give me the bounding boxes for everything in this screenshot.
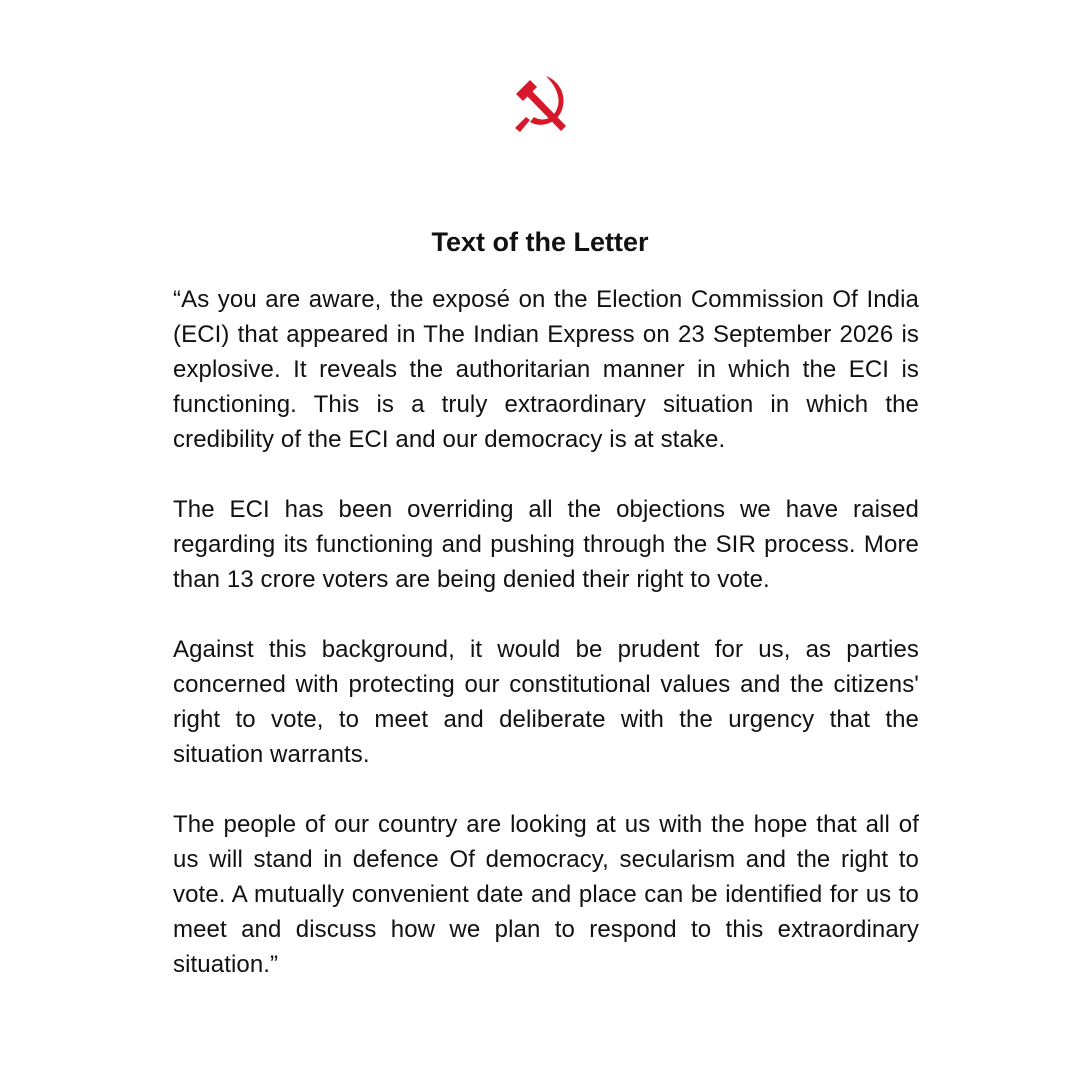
letter-body xyxy=(173,282,919,982)
hammer-and-sickle-icon xyxy=(510,74,572,136)
letter-paragraph: Against this background, it would be prudent for us, as parties concerned with protecting our constitutional values and the citizens' right to vote, to meet and deliberate with the urgency that the situation warrants. xyxy=(173,636,919,768)
letter-title: Text of the Letter xyxy=(431,227,649,257)
letter-paragraph: The people of our country are looking at us with the hope that all of us will stand in defence Of democracy, secularism and the right to vote. A mutually convenient date and place can be identified for us to meet and discuss how we plan to respond to this extraordinary situation.” xyxy=(173,811,919,978)
letter-paragraph: The ECI has been overriding all the objections we have raised regarding its functioning and pushing through the SIR process. More than 13 crore voters are being denied their right to vote. xyxy=(173,496,919,593)
letter-paragraph: “As you are aware, the exposé on the Election Commission Of India (ECI) that appeared in The Indian Express on 23 September 2026 is explosive. It reveals the authoritarian manner in which the ECI is functioning. This is a truly extraordinary situation in which the credibility of the ECI and our democracy is at stake. xyxy=(173,286,919,453)
